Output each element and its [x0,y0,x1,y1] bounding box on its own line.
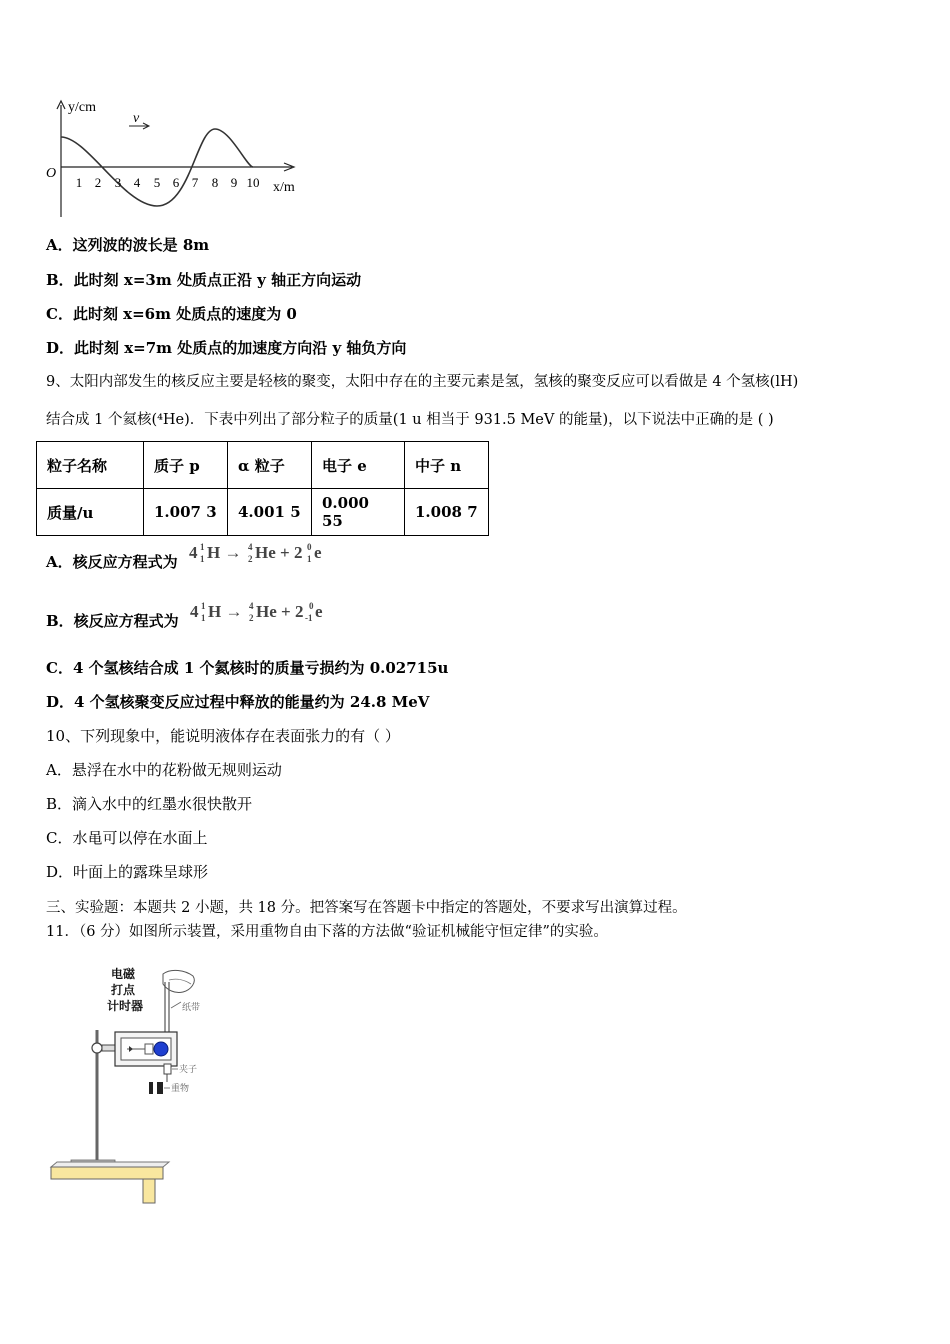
x-tick: 9 [230,175,238,190]
svg-text:1: 1 [200,613,206,623]
x-tick: 2 [94,175,102,190]
q9-stem-line2: 结合成 1 个氦核(⁴He)．下表中列出了部分粒子的质量(1 u 相当于 931.5 MeV 的能量)，以下说法中正确的是 ( ) [46,412,774,428]
q10-stem: 10、下列现象中，能说明液体存在表面张力的有（ ） [46,727,400,745]
table-cell: 质量/u [37,489,144,536]
q9-option-c: C．4 个氢核结合成 1 个氦核时的质量亏损约为 0.02715u [46,659,449,677]
svg-text:2: 2 [248,613,254,623]
particle-mass-table [36,441,489,536]
x-tick: 5 [153,175,161,190]
x-tick: 3 [114,175,122,190]
table-cell: 中子 n [405,442,489,489]
table-edge [51,1167,163,1179]
ink-disc-icon [154,1042,168,1056]
svg-text:0: 0 [308,601,314,611]
paper-tape-label: 纸带 [182,1003,201,1013]
q9-option-a [46,542,337,572]
hand-icon [163,970,194,992]
x-tick: 8 [211,175,219,190]
origin-label: O [46,166,57,181]
table-cell: α 粒子 [228,442,312,489]
timer-label-line1: 电磁 [111,967,136,981]
x-axis-label: x/m [273,180,295,195]
svg-text:1: 1 [306,554,312,564]
free-fall-apparatus-figure [45,962,220,1212]
q8-option-a: A．这列波的波长是 8m [46,236,210,254]
table-cell: 4.001 5 [228,489,312,536]
q9-option-d: D．4 个氢核聚变反应过程中释放的能量约为 24.8 MeV [46,693,430,711]
svg-text:0: 0 [306,542,312,552]
q9-option-b-label: B．核反应方程式为 [46,612,179,630]
table-top [51,1162,169,1167]
table-row [37,489,489,536]
svg-text:He + 2: He + 2 [254,543,303,562]
svg-text:4: 4 [188,543,198,562]
timer-label-line3: 计时器 [107,999,144,1013]
clamp-knob-icon [92,1043,102,1053]
svg-text:H →: H → [207,602,243,621]
table-leg [143,1179,155,1203]
wave-graph [40,95,310,220]
x-tick: 7 [191,175,199,190]
q10-option-d: D．叶面上的露珠呈球形 [46,863,209,881]
q10-option-b: B．滴入水中的红墨水很快散开 [46,795,253,813]
svg-text:e: e [313,543,322,562]
q10-option-c: C．水黾可以停在水面上 [46,829,208,847]
q9-option-a-label: A．核反应方程式为 [46,553,178,571]
x-tick: 6 [172,175,180,190]
q11-stem: 11．（6 分）如图所示装置，采用重物自由下落的方法做“验证机械能守恒定律”的实验。 [46,924,608,940]
svg-text:He + 2: He + 2 [255,602,304,621]
svg-text:4: 4 [248,601,254,611]
svg-text:1: 1 [199,554,205,564]
table-header-row [37,442,489,489]
svg-text:H →: H → [206,543,242,562]
svg-text:1: 1 [200,601,206,611]
q9-option-b [46,601,338,631]
clip [164,1064,171,1074]
clip-label: 夹子 [179,1065,198,1075]
nuclear-equation-a [187,541,337,571]
svg-text:2: 2 [247,554,253,564]
x-tick: 1 [75,175,83,190]
velocity-label: v [133,111,140,126]
table-cell: 粒子名称 [37,442,144,489]
x-tick: 10 [246,175,260,190]
table-cell: 电子 e [312,442,405,489]
table-cell: 1.008 7 [405,489,489,536]
svg-text:1: 1 [199,542,205,552]
timer-label-line2: 打点 [111,983,136,997]
nuclear-equation-b [188,600,338,630]
q10-option-a: A．悬浮在水中的花粉做无规则运动 [46,761,282,779]
q9-stem-line1: 9、太阳内部发生的核反应主要是轻核的聚变，太阳中存在的主要元素是氢，氢核的聚变反应可以看做是 4 个氢核(lH) [46,374,799,390]
x-tick: 4 [133,175,141,190]
weight [149,1082,153,1094]
table-cell: 质子 p [144,442,228,489]
y-axis-label: y/cm [68,100,96,115]
q8-option-d: D．此时刻 x=7m 处质点的加速度方向沿 y 轴负方向 [46,339,407,357]
x-tick-labels [76,175,260,190]
q8-option-c: C．此时刻 x=6m 处质点的速度为 0 [46,305,297,323]
weight-label: 重物 [171,1084,190,1094]
table-cell: 0.000 55 [312,489,405,536]
svg-text:4: 4 [247,542,253,552]
svg-text:-1: -1 [304,613,313,623]
svg-text:4: 4 [189,602,199,621]
section-heading: 三、实验题：本题共 2 小题，共 18 分。把答案写在答题卡中指定的答题处，不要求写出演算过程。 [46,900,687,916]
table-cell: 1.007 3 [144,489,228,536]
svg-text:e: e [314,602,323,621]
q8-option-b: B．此时刻 x=3m 处质点正沿 y 轴正方向运动 [46,271,362,289]
